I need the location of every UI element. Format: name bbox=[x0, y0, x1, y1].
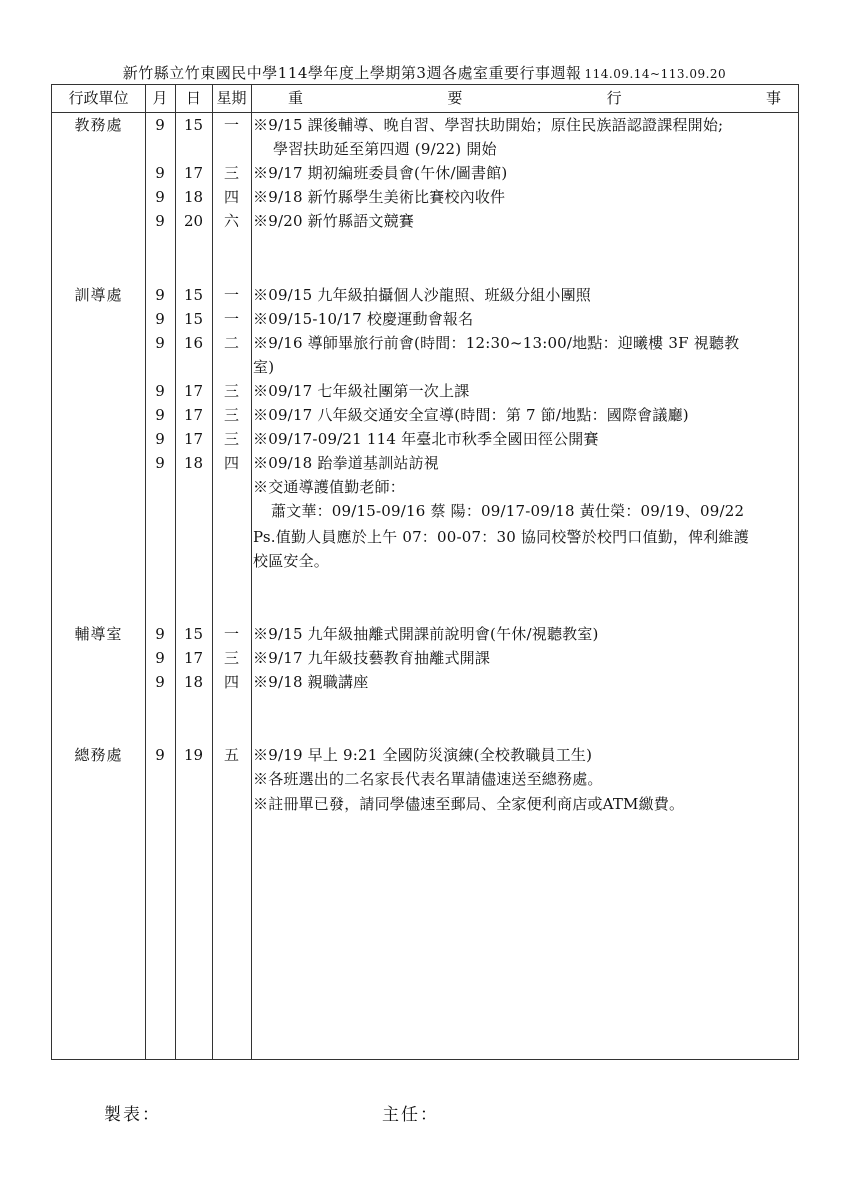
weekday-cell: 四 bbox=[223, 454, 239, 472]
month-cell: 9 bbox=[155, 188, 165, 206]
table-row bbox=[52, 283, 798, 307]
month-cell: 9 bbox=[155, 406, 165, 424]
table-row bbox=[52, 355, 798, 379]
event-cell: Ps.值勤人員應於上午 07：00-07：30 協同校警於校門口值勤，俾利維護 bbox=[253, 528, 749, 546]
day-cell: 16 bbox=[183, 334, 204, 352]
dept-cell: 輔導室 bbox=[74, 625, 123, 643]
event-cell: ※9/17 九年級技藝教育抽離式開課 bbox=[253, 649, 491, 667]
weekday-cell: 四 bbox=[223, 673, 239, 691]
month-cell: 9 bbox=[155, 116, 165, 134]
day-cell: 17 bbox=[183, 430, 204, 448]
weekday-cell: 一 bbox=[223, 286, 239, 304]
weekday-cell: 三 bbox=[223, 649, 239, 667]
event-cell: ※9/15 課後輔導、晚自習、學習扶助開始；原住民族語認證課程開始; bbox=[253, 116, 724, 134]
day-cell: 15 bbox=[183, 116, 204, 134]
month-cell: 9 bbox=[155, 164, 165, 182]
month-cell: 9 bbox=[155, 430, 165, 448]
header-event bbox=[252, 85, 797, 112]
event-cell: ※09/15-10/17 校慶運動會報名 bbox=[253, 310, 474, 328]
header-event-char: 要 bbox=[447, 89, 463, 107]
director-signature-label: 主任： bbox=[382, 1105, 439, 1125]
day-cell: 19 bbox=[183, 746, 204, 764]
month-cell: 9 bbox=[155, 286, 165, 304]
header-event-char: 行 bbox=[606, 89, 622, 107]
month-cell: 9 bbox=[155, 649, 165, 667]
event-cell: ※09/18 跆拳道基訓站訪視 bbox=[253, 454, 439, 472]
month-cell: 9 bbox=[155, 673, 165, 691]
table-row bbox=[52, 427, 798, 451]
day-cell: 17 bbox=[183, 649, 204, 667]
table-row bbox=[52, 451, 798, 475]
table-row bbox=[52, 475, 798, 499]
day-cell: 17 bbox=[183, 164, 204, 182]
weekday-cell: 一 bbox=[223, 310, 239, 328]
event-cell: 校區安全。 bbox=[253, 552, 330, 570]
weekday-cell: 三 bbox=[223, 406, 239, 424]
event-cell: ※9/19 早上 9:21 全國防災演練(全校教職員工生) bbox=[253, 746, 593, 764]
day-cell: 18 bbox=[183, 673, 204, 691]
table-row bbox=[52, 792, 798, 816]
day-cell: 15 bbox=[183, 286, 204, 304]
event-cell: ※9/18 親職講座 bbox=[253, 673, 369, 691]
day-cell: 18 bbox=[183, 188, 204, 206]
header-weekday: 星期 bbox=[216, 89, 247, 107]
day-cell: 18 bbox=[183, 454, 204, 472]
table-row bbox=[52, 161, 798, 185]
table-row bbox=[52, 185, 798, 209]
month-cell: 9 bbox=[155, 454, 165, 472]
month-cell: 9 bbox=[155, 212, 165, 230]
dept-cell: 訓導處 bbox=[74, 286, 123, 304]
event-cell: ※9/16 導師畢旅行前會(時間：12:30~13:00/地點：迎曦樓 3F 視聽教 bbox=[253, 334, 740, 352]
table-row bbox=[52, 499, 798, 523]
title-date-range: 114.09.14~113.09.20 bbox=[584, 67, 727, 81]
month-cell: 9 bbox=[155, 334, 165, 352]
month-cell: 9 bbox=[155, 382, 165, 400]
event-cell: ※09/17 八年級交通安全宣導(時間：第 7 節/地點：國際會議廳) bbox=[253, 406, 689, 424]
events-table bbox=[51, 84, 799, 1060]
header-dept: 行政單位 bbox=[68, 89, 129, 107]
day-cell: 17 bbox=[183, 382, 204, 400]
table-row bbox=[52, 646, 798, 670]
table-row bbox=[52, 525, 798, 549]
event-cell: ※交通導護值勤老師： bbox=[253, 478, 406, 496]
table-row bbox=[52, 209, 798, 233]
table-row bbox=[52, 113, 798, 137]
header-event-char: 重 bbox=[288, 89, 304, 107]
event-cell: ※09/17-09/21 114 年臺北市秋季全國田徑公開賽 bbox=[253, 430, 599, 448]
table-row bbox=[52, 670, 798, 694]
day-cell: 20 bbox=[183, 212, 204, 230]
table-row bbox=[52, 622, 798, 646]
table-row bbox=[52, 743, 798, 767]
dept-cell: 教務處 bbox=[74, 116, 123, 134]
month-cell: 9 bbox=[155, 625, 165, 643]
table-row bbox=[52, 767, 798, 791]
maker-signature-label: 製表： bbox=[104, 1105, 161, 1125]
title-main: 新竹縣立竹東國民中學114學年度上學期第3週各處室重要行事週報 bbox=[122, 64, 582, 82]
table-row bbox=[52, 379, 798, 403]
day-cell: 17 bbox=[183, 406, 204, 424]
weekday-cell: 一 bbox=[223, 625, 239, 643]
month-cell: 9 bbox=[155, 746, 165, 764]
weekday-cell: 六 bbox=[223, 212, 239, 230]
weekday-cell: 四 bbox=[223, 188, 239, 206]
header-event-char: 事 bbox=[765, 89, 781, 107]
header-day: 日 bbox=[185, 89, 201, 107]
event-cell: ※9/17 期初編班委員會(午休/圖書館) bbox=[253, 164, 508, 182]
weekday-cell: 三 bbox=[223, 164, 239, 182]
table-row bbox=[52, 331, 798, 355]
weekday-cell: 三 bbox=[223, 382, 239, 400]
table-row bbox=[52, 403, 798, 427]
event-cell: 蕭文華：09/15-09/16 蔡 陽：09/17-09/18 黃仕榮：09/19、09/22 bbox=[271, 502, 745, 520]
month-cell: 9 bbox=[155, 310, 165, 328]
event-cell: 學習扶助延至第四週 (9/22) 開始 bbox=[273, 140, 497, 158]
weekday-cell: 一 bbox=[223, 116, 239, 134]
table-row bbox=[52, 549, 798, 573]
event-cell: ※09/15 九年級拍攝個人沙龍照、班級分組小團照 bbox=[253, 286, 591, 304]
event-cell: ※9/20 新竹縣語文競賽 bbox=[253, 212, 415, 230]
event-cell: ※9/15 九年級抽離式開課前說明會(午休/視聽教室) bbox=[253, 625, 599, 643]
event-cell: ※各班選出的二名家長代表名單請儘速送至總務處。 bbox=[253, 770, 603, 788]
page-title bbox=[0, 62, 849, 83]
weekday-cell: 二 bbox=[223, 334, 239, 352]
weekday-cell: 三 bbox=[223, 430, 239, 448]
table-row bbox=[52, 307, 798, 331]
event-cell: 室) bbox=[253, 358, 275, 376]
dept-cell: 總務處 bbox=[74, 746, 123, 764]
day-cell: 15 bbox=[183, 625, 204, 643]
event-cell: ※註冊單已發，請同學儘速至郵局、全家便利商店或ATM繳費。 bbox=[253, 795, 685, 813]
table-row bbox=[52, 137, 798, 161]
event-cell: ※9/18 新竹縣學生美術比賽校內收件 bbox=[253, 188, 506, 206]
day-cell: 15 bbox=[183, 310, 204, 328]
header-month: 月 bbox=[152, 89, 168, 107]
event-cell: ※09/17 七年級社團第一次上課 bbox=[253, 382, 470, 400]
weekday-cell: 五 bbox=[223, 746, 239, 764]
